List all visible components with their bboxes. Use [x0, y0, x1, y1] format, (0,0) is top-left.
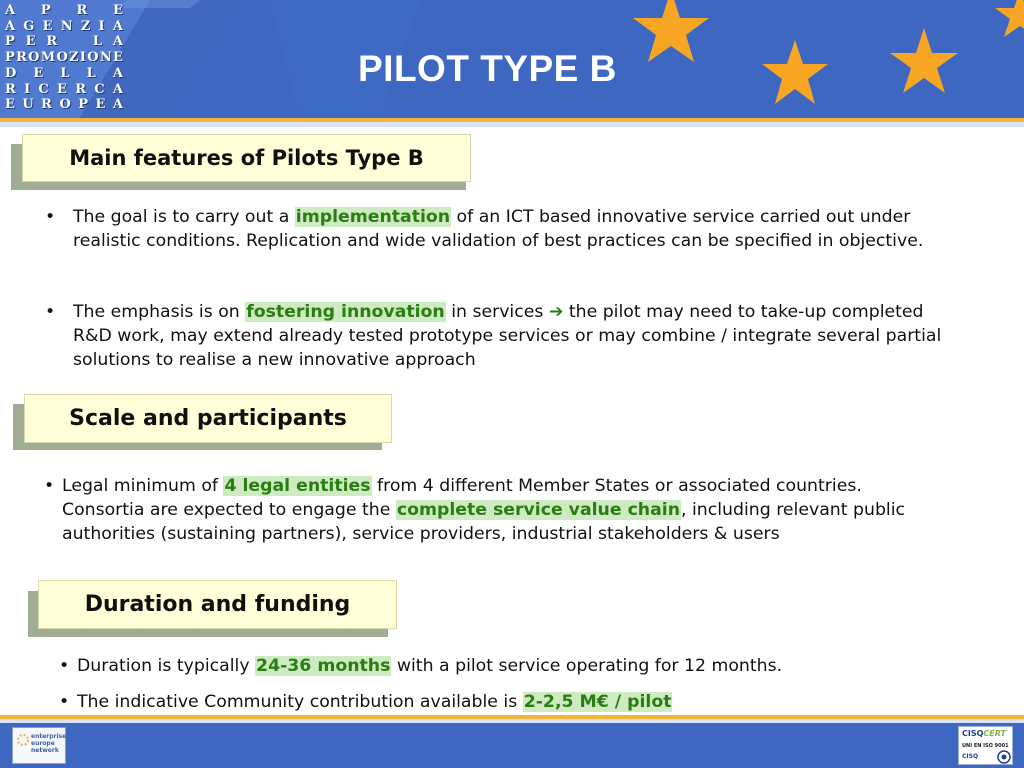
- logo-word: europe: [31, 740, 55, 747]
- logo-letter: I: [98, 18, 105, 34]
- logo-letter: R: [41, 97, 52, 113]
- star-icon: [633, 0, 709, 62]
- bullet-text: with a pilot service operating for 12 months.: [391, 656, 783, 676]
- bullet-text: from 4 different Member States or associated countries. Consortia are expected to engage the: [62, 476, 862, 520]
- logo-letter: E: [57, 81, 67, 97]
- logo-letter: E: [113, 3, 123, 18]
- logo-letter: N: [99, 50, 112, 66]
- logo-letter: A: [112, 97, 123, 113]
- cisq-text-small: CISQ: [962, 753, 979, 760]
- logo-line: [5, 82, 123, 98]
- bullet-text: Duration is typically: [77, 656, 256, 676]
- cisq-text: CISQ: [962, 729, 984, 738]
- logo-letter: E: [42, 18, 53, 34]
- logo-letter: Z: [69, 50, 79, 66]
- bullet-text: The goal is to carry out a: [73, 207, 295, 227]
- logo-line: [5, 97, 123, 113]
- section-heading-scale: Scale and participants: [24, 394, 392, 443]
- logo-letter: R: [76, 3, 88, 18]
- slide-header: [0, 0, 1024, 118]
- logo-line: [5, 34, 123, 50]
- slide-footer: [0, 723, 1024, 768]
- highlight-text: 2-2,5 M€ / pilot: [523, 692, 672, 712]
- star-icon: [762, 40, 828, 104]
- logo-text: [31, 733, 66, 754]
- bullet-text: in services: [445, 302, 549, 322]
- star-icon: [995, 0, 1024, 37]
- logo-line: [5, 50, 123, 66]
- logo-letter: A: [112, 34, 123, 50]
- logo-letter: I: [79, 50, 86, 66]
- section-heading-main-features: Main features of Pilots Type B: [22, 134, 471, 182]
- star-icon: [890, 28, 958, 93]
- logo-letter: P: [5, 34, 15, 50]
- bullet-text: The indicative Community contribution available is: [77, 692, 523, 712]
- logo-letter: M: [40, 50, 56, 66]
- logo-letter: L: [86, 65, 96, 81]
- list-item: [59, 690, 939, 714]
- highlight-text: fostering innovation: [246, 302, 445, 322]
- logo-letter: P: [78, 97, 88, 113]
- logo-line: [5, 19, 123, 35]
- arrow-right-icon: ➔: [548, 302, 564, 322]
- slide-title: PILOT TYPE B: [358, 48, 617, 89]
- highlight-text: complete service value chain: [396, 500, 681, 520]
- logo-letter: E: [5, 97, 15, 113]
- bullet-text: of an ICT based innovative service carried out under realistic conditions. Replication and wide validation of best practices can be specified in objective.: [73, 207, 924, 251]
- bullet-text: the pilot may need to take-up completed R&D work, may extend already tested prototype services or may combine / integrate several partial solutions to realise a new innovative approach: [73, 302, 942, 370]
- logo-letter: C: [94, 81, 105, 97]
- logo-letter: R: [16, 50, 27, 66]
- logo-letter: O: [87, 50, 99, 66]
- bullet: •: [44, 476, 55, 496]
- logo-letter: D: [5, 65, 17, 81]
- logo-letter: O: [28, 50, 40, 66]
- list-item: [45, 205, 955, 253]
- logo-letter: C: [38, 81, 49, 97]
- bullet-text: The emphasis is on: [73, 302, 246, 322]
- logo-letter: L: [92, 34, 103, 50]
- cisq-brand: [962, 729, 1006, 738]
- highlight-text: implementation: [295, 207, 451, 227]
- list-item: [45, 300, 963, 372]
- logo-letter: N: [60, 18, 73, 34]
- header-divider-light: [0, 122, 1024, 127]
- logo-letter: A: [112, 81, 123, 97]
- logo-letter: L: [60, 65, 70, 81]
- logo-letter: P: [5, 50, 15, 66]
- logo-letter: R: [46, 34, 58, 50]
- logo-line: [5, 66, 123, 82]
- iqnet-circle-icon: [997, 750, 1011, 764]
- highlight-text: 4 legal entities: [224, 476, 371, 496]
- logo-letter: Z: [80, 18, 91, 34]
- logo-word: enterprise: [31, 733, 67, 740]
- logo-letter: E: [95, 97, 106, 113]
- bullet: •: [59, 656, 70, 676]
- list-item: [44, 474, 944, 546]
- cert-text: CERT: [983, 729, 1007, 738]
- logo-line: [5, 3, 123, 19]
- logo-spacer: [68, 34, 82, 50]
- cisq-cert-logo: [958, 726, 1013, 765]
- iso-text: UNI EN ISO 9001: [962, 743, 1009, 749]
- list-item: [59, 654, 939, 678]
- logo-letter: A: [112, 65, 123, 81]
- logo-letter: G: [23, 18, 35, 34]
- logo-letter: R: [5, 81, 16, 97]
- logo-letter: E: [33, 65, 44, 81]
- bullet-text: Legal minimum of: [62, 476, 224, 496]
- logo-letter: R: [75, 81, 86, 97]
- logo-letter: O: [59, 97, 71, 113]
- logo-letter: U: [22, 97, 34, 113]
- stars-circle-icon: [16, 733, 30, 747]
- highlight-text: 24-36 months: [256, 656, 391, 676]
- enterprise-europe-network-logo: [12, 727, 66, 764]
- bullet: •: [59, 692, 70, 712]
- section-heading-duration: Duration and funding: [38, 580, 397, 629]
- logo-letter: O: [56, 50, 68, 66]
- logo-letter: A: [112, 18, 123, 34]
- apre-logo: [5, 3, 125, 113]
- bullet-text: , including relevant public authorities (sustaining partners), service providers, industrial stakeholders & users: [62, 500, 906, 544]
- logo-letter: E: [25, 34, 36, 50]
- logo-letter: A: [5, 18, 16, 34]
- logo-word: network: [31, 747, 59, 754]
- bullet: •: [45, 207, 56, 227]
- bullet: •: [45, 302, 56, 322]
- logo-letter: A: [5, 3, 16, 18]
- logo-letter: P: [40, 3, 51, 18]
- logo-letter: E: [112, 50, 123, 66]
- logo-letter: I: [24, 81, 31, 97]
